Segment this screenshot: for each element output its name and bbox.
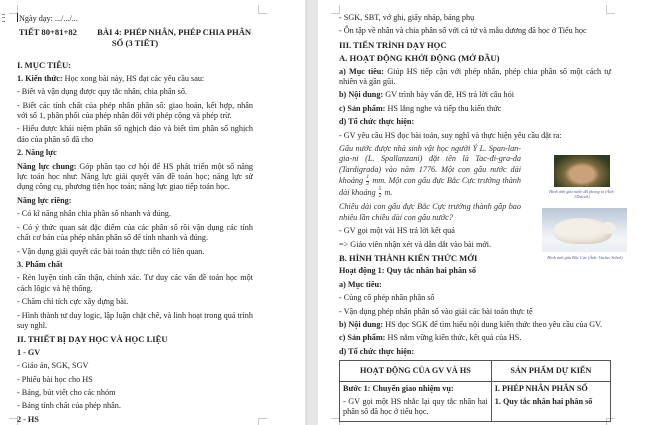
fraction-half: $\frac{1}{2}$ — [366, 174, 370, 187]
part-b-goal-item: - Củng cố phép nhân phân số — [339, 293, 435, 303]
teacher-heading: 1 - GV — [17, 347, 41, 357]
water-bear-image[interactable] — [554, 155, 610, 187]
general-competence: Năng lực chung: Góp phần tạo cơ hội để HS phát triển một số năng lực toán học như: Năng lực giải quyết vấn đề toán học; năng lực sử dụng công cụ, phương tiện học toán; năng lực giao tiếp toán học. — [17, 161, 254, 192]
part-a-step: - GV gọi một vài HS trả lời kết quả — [339, 226, 455, 236]
part-a-intro: - GV yêu cầu HS đọc bài toán, suy nghĩ và thực hiện yêu cầu đặt ra: — [339, 130, 562, 140]
activity-heading: Hoạt động 1: Quy tắc nhân hai phân số — [339, 266, 476, 276]
part-a-conclusion: => Giáo viên nhận xét và dẫn dắt vào bài mới. — [339, 239, 492, 249]
page-divider — [306, 0, 307, 425]
activity-table — [339, 360, 611, 422]
part-b-product: c) Sản phẩm: HS nắm vững kiến thức, kết quả của HS. — [339, 333, 522, 343]
competence-item: - Vận dụng giải quyết các bài toán thực tiễn có liên quan. — [17, 246, 205, 256]
knowledge-item: - Biết và vận dụng được quy tắc nhân, chia phân số. — [17, 87, 187, 97]
knowledge-paragraph: 1. Kiến thức: Học xong bài này, HS đạt các yêu cầu sau: — [17, 73, 205, 83]
margin-corner-mark — [258, 418, 267, 425]
competence-heading: 2. Năng lực — [17, 148, 57, 158]
knowledge-item: - Hiểu được khái niệm phân số nghịch đảo và biết tìm phân số nghịch đảo của phân số đã cho — [17, 124, 253, 144]
student-item: - SGK, SBT, vở ghi, giấy nháp, bảng phụ — [339, 13, 475, 22]
document-page-right — [318, 0, 650, 425]
qualities-heading: 3. Phẩm chất — [17, 259, 63, 269]
part-b-content: b) Nội dung: HS đọc SGK để tìm hiểu nội dung kiến thức theo yêu cầu của GV. — [339, 319, 603, 329]
polar-bear-image[interactable] — [542, 208, 627, 252]
student-item: - Ôn tập về nhân và chia phân số với cả tử và mẫu dương đã học ở Tiểu học — [339, 26, 587, 36]
polar-bear-caption: Hình ảnh gấu Bắc Cực (Ảnh: Vaclav Sebek) — [547, 255, 623, 260]
specific-competence-heading: Năng lực riêng: — [17, 195, 72, 205]
lesson-period: TIẾT 80+81+82 — [18, 27, 77, 38]
teacher-item: - Bảng, bút viết cho các nhóm — [17, 387, 116, 397]
part-a-product: c) Sản phẩm: HS lắng nghe và tiếp thu kiến thức — [339, 103, 502, 113]
text-cursor — [17, 13, 18, 22]
problem-statement: Gấu nước được nhà sinh vật học người Ý L. Span-lan-gia-ni (L. Spallanzani) đặt tên là Tac-đi-gra-đa (Tardigrada) vào năm 1776. Một con gấu nước dài khoảng $\frac{1}{2}$ mm. Một con gấu đực Bắc Cực trưởng thành dài khoảng $\frac{5}{2}$ m. — [339, 144, 521, 199]
table-header-activity: HOẠT ĐỘNG CỦA GV VÀ HS — [340, 361, 492, 382]
part-b-organization: d) Tổ chức thực hiện: — [339, 346, 415, 356]
quality-item: - Hình thành tư duy logic, lập luận chặt chẽ, và linh hoạt trong quá trình suy nghĩ. — [17, 310, 253, 330]
left-page-content[interactable] — [17, 13, 253, 425]
student-heading: 2 - HS — [17, 414, 39, 424]
knowledge-item: - Biết các tính chất của phép nhân phân số: giao hoán, kết hợp, nhân với số 1, phân phối của phép nhân đối với phép cộng và phép trừ. — [17, 100, 253, 121]
part-b-heading: B. HÌNH THÀNH KIẾN THỨC MỚI — [339, 252, 478, 263]
quality-item: - Chăm chỉ tích cực xây dựng bài. — [17, 297, 129, 307]
date-line: Ngày dạy: .../.../... — [19, 14, 78, 23]
part-a-content: b) Nội dung: GV trình bày vấn đề, HS trả lời câu hỏi — [339, 90, 514, 100]
competence-item: - Có kĩ năng nhân chia phân số nhanh và đúng. — [17, 209, 171, 219]
table-cell-activity: Bước 1: Chuyển giao nhiệm vụ: - GV gọi một HS nhắc lại quy tắc nhân hai phân số đã học ở tiểu học. — [340, 382, 492, 422]
table-row — [340, 382, 611, 422]
water-bear-caption: Hình ảnh gấu nước đã phóng to (Ảnh: 3Dstock) — [549, 189, 615, 199]
part-a-heading: A. HOẠT ĐỘNG KHỞI ĐỘNG (MỞ ĐẦU) — [339, 53, 500, 64]
teacher-item: - Phiếu bài học cho HS — [17, 374, 93, 384]
margin-corner-mark — [258, 5, 267, 14]
quality-item: - Rèn luyện tính cẩn thận, chính xác. Tư duy các vấn đề toán học một cách lôgic và hệ thống. — [17, 273, 253, 293]
table-cell-product: I. PHÉP NHÂN PHÂN SỐ 1. Quy tắc nhân hai phân số — [491, 382, 610, 422]
part-a-organization: d) Tổ chức thực hiện: — [339, 117, 415, 127]
section-heading-equipment: II. THIẾT BỊ DẠY HỌC VÀ HỌC LIỆU — [17, 334, 168, 345]
fraction-five-halves: $\frac{5}{2}$ — [378, 186, 382, 199]
problem-question: Chiều dài con gấu đực Bắc Cực trưởng thành gấp bao nhiêu lần chiều dài con gấu nước? — [339, 202, 521, 222]
lesson-name: BÀI 4: PHÉP NHÂN, PHÉP CHIA PHÂN SỐ (3 TIẾT) — [97, 27, 252, 48]
section-heading-process: III. TIẾN TRÌNH DẠY HỌC — [339, 39, 447, 50]
polar-bear-head — [600, 222, 616, 234]
teacher-item: - Bảng tính chất của phép nhân. — [17, 401, 121, 411]
table-header-product: SẢN PHẨM DỰ KIẾN — [491, 361, 610, 382]
competence-item: - Có ý thức quan sát đặc điểm của các phân số rồi vận dụng các tính chất cơ bản của phép nhân phân số để tính nhanh và đúng. — [17, 222, 253, 243]
document-page-left — [0, 0, 305, 425]
paragraph-handle-icon[interactable] — [2, 14, 5, 22]
part-b-goal-label: a) Mục tiêu: — [339, 279, 382, 289]
teacher-item: - Giáo án, SGK, SGV — [17, 361, 89, 371]
part-a-goal: a) Mục tiêu: Giúp HS tiếp cận với phép nhân, phép chia phân số một cách tự nhiên và gần gũi. — [339, 66, 612, 87]
section-heading-objectives: I. MỤC TIÊU: — [17, 60, 72, 71]
lesson-title — [17, 27, 253, 48]
part-b-goal-item: - Vận dụng phép nhân phân số vào giải các bài toán thực tế — [339, 306, 533, 316]
